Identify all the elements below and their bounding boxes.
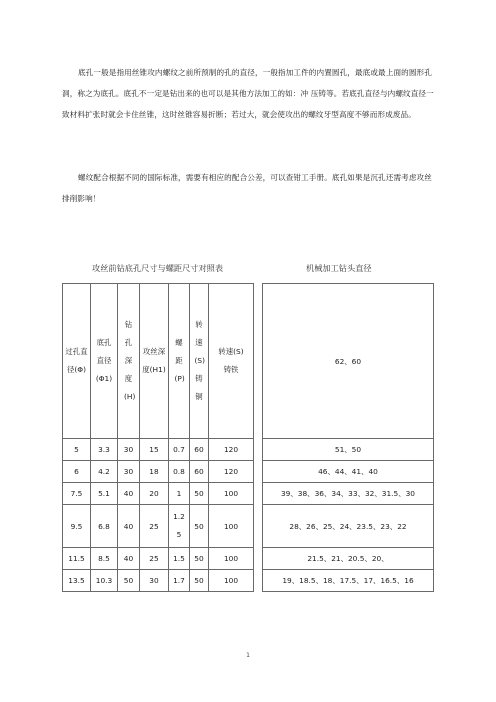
table-cell: 100 [209, 505, 254, 548]
intro-paragraph: 底孔一般是指用丝锥攻内螺纹之前所预制的孔的直径，一般指加工件的内置圆孔，最底或最上面的圆形孔洞，称之为底孔。底孔不一定是钻出来的也可以是其他方法加工的如：冲 压铸等。若底孔直径与内螺纹直径一致材料扩张时就会卡住丝锥，这时丝锥容易折断；若过大，就会使攻出的螺纹牙型高度不够而形成废品。 [62, 68, 434, 119]
table-row [63, 439, 254, 461]
table-cell: 28、26、25、24、23.5、23、22 [263, 505, 434, 548]
table-cell: 51、50 [263, 439, 434, 461]
table-cell: 50 [118, 570, 140, 592]
page-number: 1 [246, 652, 250, 659]
table-cell: 4.2 [91, 461, 118, 483]
table-cell: 8.5 [91, 548, 118, 570]
table-cell: 50 [190, 548, 209, 570]
table-cell: 3.3 [91, 439, 118, 461]
table-cell: 6 [63, 461, 91, 483]
right-table-caption: 机械加工钻头直径 [306, 263, 372, 273]
left-table-caption: 攻丝前钻底孔尺寸与螺距尺寸对照表 [92, 263, 224, 273]
table-row [263, 570, 434, 592]
col-header-drill-depth: 钻孔深度(H) [118, 284, 140, 439]
table-cell: 6.8 [91, 505, 118, 548]
table-row [263, 439, 434, 461]
table-cell: 11.5 [63, 548, 91, 570]
drill-bit-header-cell: 62、60 [263, 284, 434, 439]
col-header-speed-copper: 转速(S)铸铜 [190, 284, 209, 439]
table-cell: 40 [118, 548, 140, 570]
table-cell: 10.3 [91, 570, 118, 592]
table-cell: 5.1 [91, 483, 118, 505]
table-cell: 25 [140, 505, 169, 548]
table-cell: 15 [140, 439, 169, 461]
table-cell: 25 [140, 548, 169, 570]
tolerance-paragraph: 螺纹配合根据不同的国际标准，需要有相应的配合公差，可以查钳工手册。底孔如果是沉孔还需考虑攻丝排削影响！ [62, 173, 432, 203]
table-cell: 9.5 [63, 505, 91, 548]
table-cell: 60 [190, 461, 209, 483]
table-cell: 5 [63, 439, 91, 461]
table-cell: 40 [118, 505, 140, 548]
table-cell: 0.7 [169, 439, 190, 461]
table-row [263, 548, 434, 570]
table-row [263, 461, 434, 483]
table-cell: 100 [209, 570, 254, 592]
table-cell: 50 [190, 483, 209, 505]
table-header-row [263, 284, 434, 439]
col-header-speed-iron: 转速(S)铸铁 [209, 284, 254, 439]
table-cell: 19、18.5、18、17.5、17、16.5、16 [263, 570, 434, 592]
table-cell: 30 [118, 439, 140, 461]
col-header-through-hole: 过孔直径(Φ) [63, 284, 91, 439]
table-cell: 30 [118, 461, 140, 483]
table-cell: 21.5、21、20.5、20、 [263, 548, 434, 570]
table-row [63, 505, 254, 548]
table-cell: 1 [169, 483, 190, 505]
table-cell: 1.25 [169, 505, 190, 548]
table-cell: 120 [209, 461, 254, 483]
table-row [63, 461, 254, 483]
col-header-pitch: 螺距(P) [169, 284, 190, 439]
table-row [263, 505, 434, 548]
table-row [63, 548, 254, 570]
table-cell: 46、44、41、40 [263, 461, 434, 483]
table-cell: 0.8 [169, 461, 190, 483]
table-cell: 1.7 [169, 570, 190, 592]
table-cell: 100 [209, 483, 254, 505]
table-cell: 39、38、36、34、33、32、31.5、30 [263, 483, 434, 505]
table-cell: 7.5 [63, 483, 91, 505]
col-header-tap-depth: 攻丝深度(H1) [140, 284, 169, 439]
drill-bit-diameter-table [262, 283, 434, 592]
table-cell: 100 [209, 548, 254, 570]
table-cell: 1.5 [169, 548, 190, 570]
table-row [63, 570, 254, 592]
table-cell: 40 [118, 483, 140, 505]
table-cell: 20 [140, 483, 169, 505]
table-cell: 30 [140, 570, 169, 592]
table-header-row [63, 284, 254, 439]
table-cell: 13.5 [63, 570, 91, 592]
tap-drill-size-table [62, 283, 254, 592]
table-cell: 120 [209, 439, 254, 461]
table-row [63, 483, 254, 505]
col-header-bottom-hole: 底孔直径(Φ1) [91, 284, 118, 439]
table-cell: 18 [140, 461, 169, 483]
table-row [263, 483, 434, 505]
table-cell: 50 [190, 570, 209, 592]
table-cell: 50 [190, 505, 209, 548]
table-cell: 60 [190, 439, 209, 461]
